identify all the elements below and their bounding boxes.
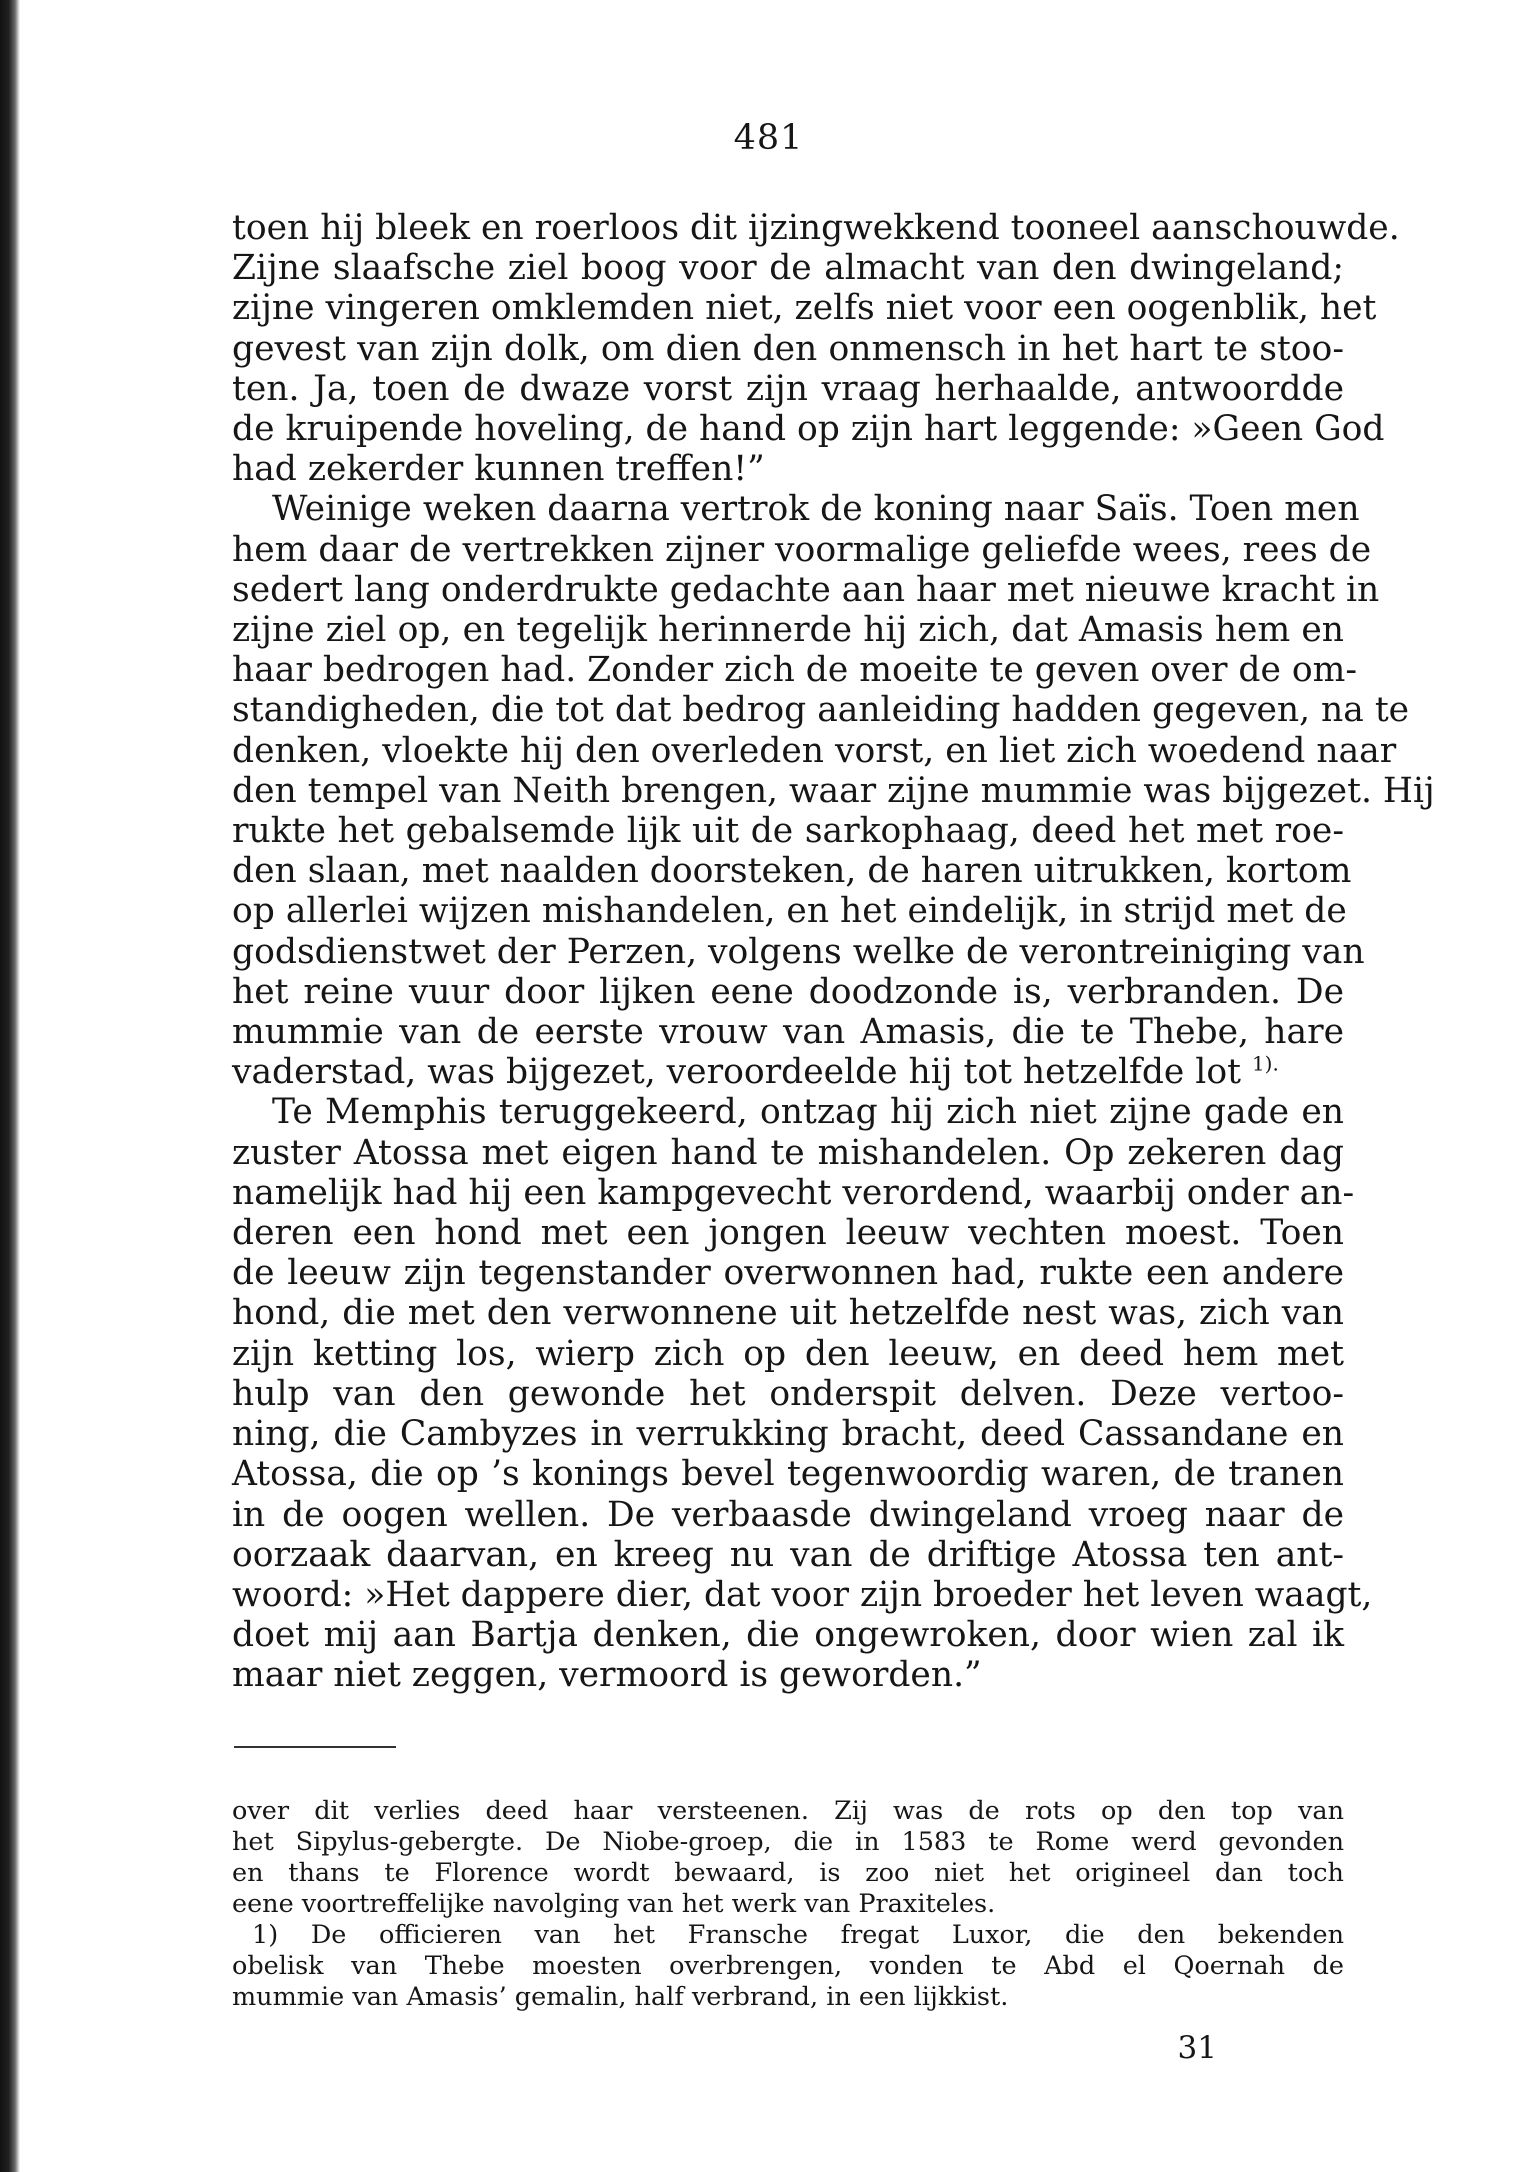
text-line: rukte het gebalsemde lijk uit de sarkophaag, deed het met roe- — [232, 811, 1344, 852]
page-number: 481 — [733, 118, 804, 158]
text-line: hulp van den gewonde het onderspit delven. Deze vertoo- — [232, 1373, 1344, 1414]
text-line: ten. Ja, toen de dwaze vorst zijn vraag herhaalde, antwoordde — [232, 368, 1344, 409]
text-line: hem daar de vertrekken zijner voormalige geliefde wees, rees de — [232, 529, 1372, 570]
text-line: de leeuw zijn tegenstander overwonnen had, rukte een andere — [232, 1253, 1344, 1294]
text-line: Te Memphis teruggekeerd, ontzag hij zich niet zijne gade en — [272, 1092, 1344, 1133]
text-line: had zekerder kunnen treffen!” — [232, 449, 765, 490]
text-line: zijne vingeren omklemden niet, zelfs niet voor een oogenblik, het — [232, 288, 1377, 329]
text-line-content: vaderstad, was bijgezet, veroordeelde hij tot hetzelfde lot — [232, 1052, 1241, 1093]
text-line: gevest van zijn dolk, om dien den onmensch in het hart te stoo- — [232, 328, 1344, 369]
text-line: in de oogen wellen. De verbaasde dwingeland vroeg naar de — [232, 1494, 1344, 1535]
text-line: namelijk had hij een kampgevecht verordend, waarbij onder an- — [232, 1172, 1355, 1213]
text-line: godsdienstwet der Perzen, volgens welke de verontreiniging van — [232, 931, 1365, 972]
footnote-line: over dit verlies deed haar versteenen. Zij was de rots op den top van — [232, 1796, 1344, 1826]
footnote — [232, 1920, 1344, 2013]
footnote-line: 1) De officieren van het Fransche fregat Luxor, die den bekenden — [252, 1920, 1344, 1950]
text-line: deren een hond met een jongen leeuw vechten moest. Toen — [232, 1213, 1344, 1254]
text-line: toen hij bleek en roerloos dit ijzingwekkend tooneel aanschouwde. — [232, 208, 1400, 248]
text-line: den tempel van Neith brengen, waar zijne mummie was bijgezet. Hij — [232, 770, 1435, 811]
footnote — [232, 1796, 1344, 1920]
text-line: den slaan, met naalden doorsteken, de haren uitrukken, kortom — [232, 851, 1352, 892]
text-line: woord: »Het dappere dier, dat voor zijn broeder het leven waagt, — [232, 1574, 1373, 1615]
text-line: op allerlei wijzen mishandelen, en het eindelijk, in strijd met de — [232, 891, 1347, 932]
footnote-line: en thans te Florence wordt bewaard, is zoo niet het origineel dan toch — [232, 1858, 1344, 1888]
text-line: maar niet zeggen, vermoord is geworden.” — [232, 1655, 982, 1696]
footnotes — [232, 1796, 1344, 2013]
text-line: oorzaak daarvan, en kreeg nu van de driftige Atossa ten ant- — [232, 1534, 1344, 1575]
footnote-divider — [234, 1746, 396, 1748]
main-text — [232, 208, 1435, 1696]
text-line: Weinige weken daarna vertrok de koning naar Saïs. Toen men — [272, 489, 1360, 530]
text-line: zuster Atossa met eigen hand te mishandelen. Op zekeren dag — [232, 1132, 1344, 1173]
paragraph — [232, 1092, 1373, 1696]
paragraph — [232, 208, 1400, 490]
footnote-reference: 1). — [1251, 1051, 1279, 1076]
text-line: Atossa, die op ’s konings bevel tegenwoordig waren, de tranen — [232, 1454, 1344, 1495]
text-line — [232, 1052, 1344, 1092]
text-line: zijn ketting los, wierp zich op den leeuw, en deed hem met — [232, 1333, 1344, 1374]
text-line: de kruipende hoveling, de hand op zijn hart leggende: »Geen God — [232, 409, 1385, 450]
text-line: standigheden, die tot dat bedrog aanleiding hadden gegeven, na te — [232, 690, 1410, 731]
footnote-line: eene voortreffelijke navolging van het werk van Praxiteles. — [232, 1889, 996, 1919]
text-line: mummie van de eerste vrouw van Amasis, die te Thebe, hare — [232, 1012, 1344, 1053]
text-line: hond, die met den verwonnene uit hetzelfde nest was, zich van — [232, 1293, 1344, 1334]
text-line: haar bedrogen had. Zonder zich de moeite te geven over de om- — [232, 650, 1358, 691]
paragraph — [232, 489, 1435, 1093]
text-line: ning, die Cambyzes in verrukking bracht, deed Cassandane en — [232, 1414, 1344, 1455]
footnote-line: obelisk van Thebe moesten overbrengen, vonden te Abd el Qoernah de — [232, 1951, 1344, 1981]
footnote-line: het Sipylus-gebergte. De Niobe-groep, die in 1583 te Rome werd gevonden — [232, 1827, 1344, 1857]
text-line: Zijne slaafsche ziel boog voor de almacht van den dwingeland; — [232, 248, 1344, 289]
text-line: het reine vuur door lijken eene doodzonde is, verbranden. De — [232, 971, 1344, 1012]
footnote-line: mummie van Amasis’ gemalin, half verbrand, in een lijkkist. — [232, 1982, 1009, 2012]
signature-mark: 31 — [1177, 2030, 1217, 2066]
scan-border — [0, 0, 20, 2172]
text-line: sedert lang onderdrukte gedachte aan haar met nieuwe kracht in — [232, 569, 1380, 610]
text-line: doet mij aan Bartja denken, die ongewroken, door wien zal ik — [232, 1615, 1344, 1656]
text-line: denken, vloekte hij den overleden vorst, en liet zich woedend naar — [232, 730, 1397, 771]
text-line: zijne ziel op, en tegelijk herinnerde hij zich, dat Amasis hem en — [232, 610, 1344, 651]
